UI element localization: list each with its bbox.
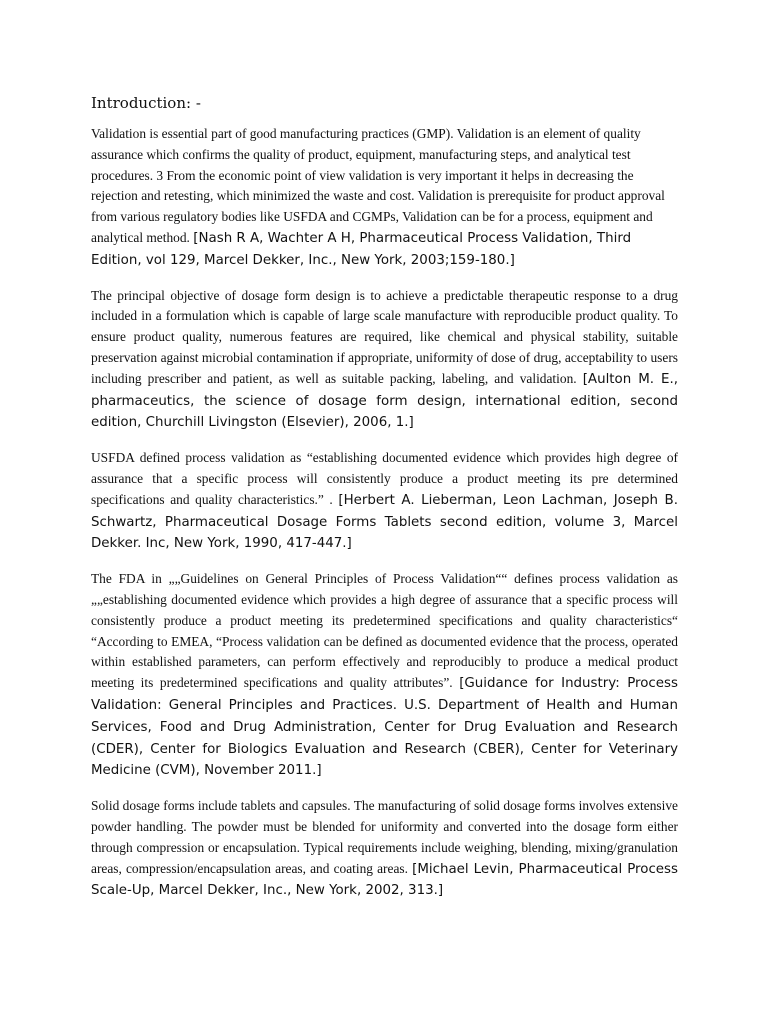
citation: [Nash R A, Wachter A H, Pharmaceutical Process Validation, Third Edition, vol 129, Marcel Dekker, Inc., New York, 2003;159-180.] <box>91 230 632 268</box>
page-title: Introduction: - <box>91 94 201 112</box>
citation: [Herbert A. Lieberman, Leon Lachman, Joseph B. Schwartz, Pharmaceutical Dosage Forms Tablets second edition, volume 3, Marcel Dekker. Inc, New York, 1990, 417-447.] <box>91 492 679 552</box>
citation: [Guidance for Industry: Process Validation: General Principles and Practices. U.S. Department of Health and Human Services, Food and Drug Administration, Center for Drug Evaluation and Research (CDER), Center for Biologics Evaluation and Research (CBER), Center for Veterinary Medicine (CVM), November 2011.] <box>91 676 678 779</box>
paragraph-usfda-definition <box>91 448 678 555</box>
citation: [Michael Levin, Pharmaceutical Process Scale-Up, Marcel Dekker, Inc., New York, 2002, 313.] <box>91 861 678 899</box>
paragraph-body: Validation is essential part of good manufacturing practices (GMP). Validation is an element of quality assurance which confirms the quality of product, equipment, manufacturing steps, and analytical test procedures. 3 From the economic point of view validation is very important it helps in decreasing the rejection and retesting, which minimized the waste and cost. Validation is prerequisite for product approval from various regulatory bodies like USFDA and CGMPs, Validation can be for a process, equipment and analytical method. <box>91 126 665 245</box>
paragraph-body: Solid dosage forms include tablets and capsules. The manufacturing of solid dosage forms involves extensive powder handling. The powder must be blended for uniformity and converted into the dosage form either through compression or encapsulation. Typical requirements include weighing, blending, mixing/granulation areas, compression/encapsulation areas, and coating areas. <box>91 798 678 876</box>
citation: [Aulton M. E., pharmaceutics, the science of dosage form design, international edition, second edition, Churchill Livingston (Elsevier), 2006, 1.] <box>91 371 678 431</box>
document-page <box>91 92 678 916</box>
paragraph-body: The FDA in „„Guidelines on General Principles of Process Validation““ defines process validation as „„establishing documented evidence which provides a high degree of assurance that a specific process will consistently produce a product meeting its predetermined specifications and quality characteristics“ “According to EMEA, “Process validation can be defined as documented evidence that the process, operated within established parameters, can perform effectively and reproducibly to produce a medical product meeting its predetermined specifications and quality attributes”. <box>91 571 678 691</box>
paragraph-dosage-form-design <box>91 286 678 435</box>
paragraph-fda-guidelines <box>91 569 678 782</box>
paragraph-gmp-validation <box>91 124 678 272</box>
paragraph-body: The principal objective of dosage form design is to achieve a predictable therapeutic response to a drug included in a formulation which is capable of large scale manufacture with reproducible product quality. To ensure product quality, numerous features are required, like chemical and physical stability, suitable preservation against microbial contamination if appropriate, uniformity of dose of drug, acceptability to users including prescriber and patient, as well as suitable packing, labeling, and validation. <box>91 287 678 386</box>
paragraph-solid-dosage-forms <box>91 796 678 902</box>
paragraph-body: USFDA defined process validation as “establishing documented evidence which provides high degree of assurance that a specific process will consistently produce a product meeting its pre determined specifications and quality characteristics.” . <box>91 450 678 507</box>
